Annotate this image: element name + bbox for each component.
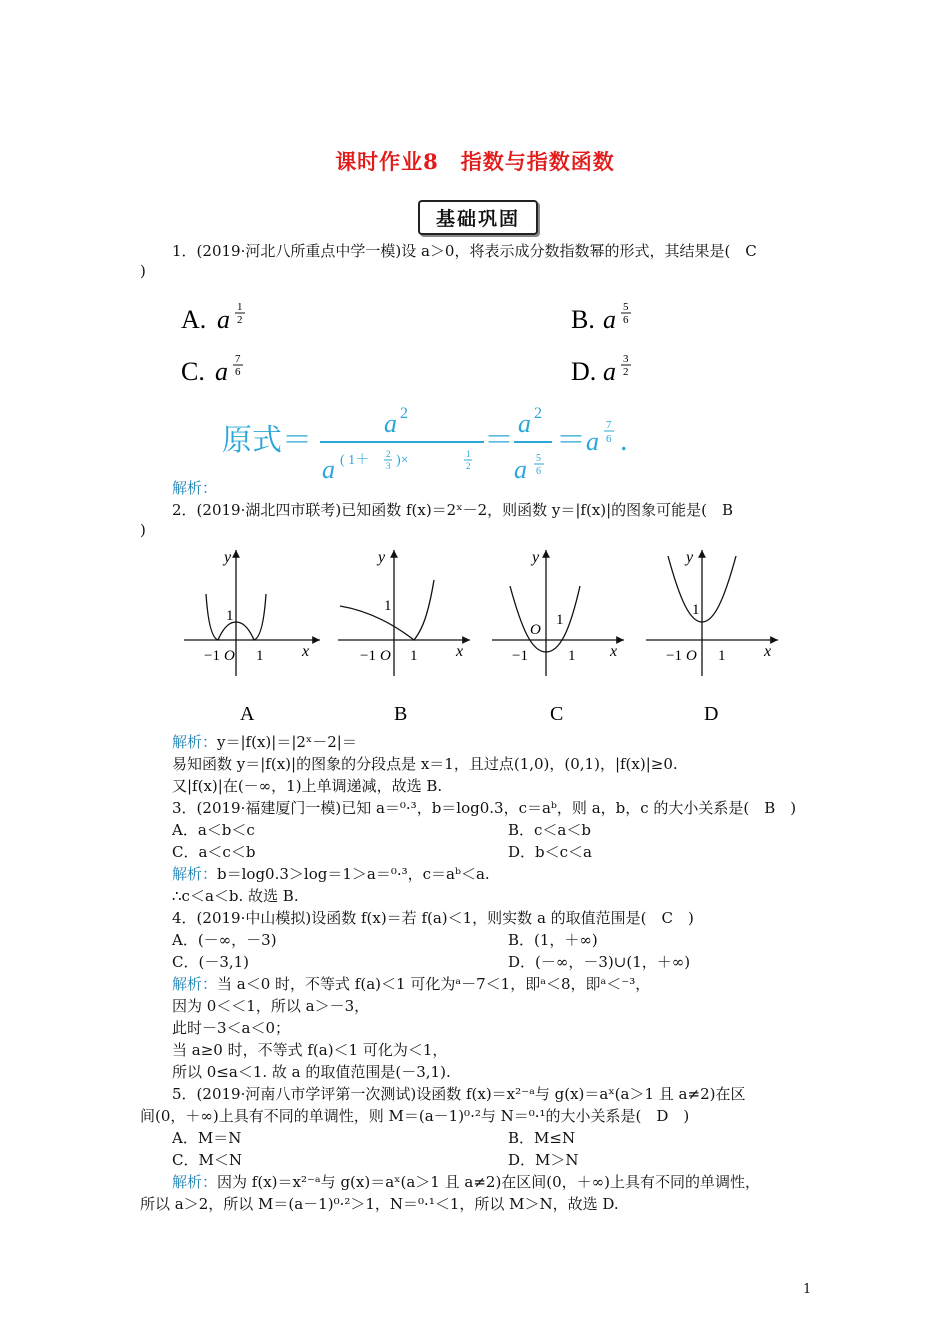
graph-a-y-label: y <box>224 549 232 566</box>
page-title: 课时作业8 指数与指数函数 <box>335 149 615 174</box>
q2-analysis-text1: y＝|f(x)|＝|2ˣ－2|＝ <box>217 733 357 751</box>
formula-num: a <box>384 409 397 438</box>
q3-choice-b: B．c＜a＜b <box>508 821 591 839</box>
q1-choice-a-label: A. <box>181 305 207 334</box>
formula-num-exp: 2 <box>400 405 408 422</box>
graph-c-tick-x1: 1 <box>568 648 576 664</box>
q5-stem-line1: 5．(2019·河南八市学评第一次测试)设函数 f(x)＝x²⁻ᵃ与 g(x)＝aˣ(a＞1 且 a≠2)在区 <box>172 1085 746 1103</box>
q1-choice-a-exp-num: 1 <box>237 301 243 313</box>
q1-choices <box>175 296 655 396</box>
graph-c-y-label: y <box>532 549 540 566</box>
graph-a-label: A <box>240 703 255 725</box>
formula-lhs: 原式＝ <box>222 424 312 457</box>
graph-a-x-label: x <box>302 643 310 660</box>
graph-c-tick-m1: −1 <box>512 648 528 664</box>
q1-stem-line1: 1．(2019·河北八所重点中学一模)设 a＞0，将表示成分数指数幂的形式，其结果是( C <box>172 242 757 260</box>
graph-a-origin: O <box>224 648 235 664</box>
q4-stem: 4．(2019·中山模拟)设函数 f(x)＝若 f(a)＜1，则实数 a 的取值范围是( C ) <box>172 909 694 927</box>
q4-analysis-line1 <box>172 973 650 994</box>
graph-c <box>492 549 624 725</box>
graph-c-label: C <box>550 703 564 725</box>
section-badge: 基础巩固 <box>418 200 538 235</box>
q1-choice-a-base: a <box>217 305 230 334</box>
q1-choice-d-exp-num: 3 <box>623 353 629 365</box>
q4-choice-a: A．(－∞，－3) <box>172 931 277 949</box>
q1-choice-c-label: C. <box>181 357 205 386</box>
q3-stem: 3．(2019·福建厦门一模)已知 a＝⁰·³，b＝log0.3，c＝aᵇ，则 a，b，c 的大小关系是( B ) <box>172 799 797 817</box>
q1-choice-c-exp-den: 6 <box>235 366 241 378</box>
formula-den-exp: ( 1＋ <box>340 453 370 468</box>
q5-analysis-line1 <box>172 1171 760 1192</box>
q3-analysis-line2: ∴c＜a＜b. 故选 B. <box>172 887 299 905</box>
graph-b-origin: O <box>380 648 391 664</box>
graph-c-curve <box>510 586 580 652</box>
graph-b <box>338 549 470 725</box>
formula-res-exp-den: 6 <box>606 433 612 445</box>
q2-analysis-line2: 易知函数 y＝|f(x)|的图象的分段点是 x＝1，且过点(1,0)，(0,1)，|f(x)|≥0. <box>172 755 678 773</box>
formula-mid-num-exp: 2 <box>534 405 542 422</box>
graph-d-tick-x1: 1 <box>718 648 726 664</box>
formula-dot: . <box>620 424 628 457</box>
q4-analysis-line4: 当 a≥0 时，不等式 f(a)＜1 可化为＜1， <box>172 1041 448 1059</box>
q3-analysis-label: 解析： <box>172 865 218 883</box>
formula-eq3: ＝ <box>556 424 586 457</box>
graph-a-tick-y1: 1 <box>226 608 234 624</box>
q5-choice-a: A．M＝N <box>172 1129 242 1147</box>
q5-stem-line2: 间(0，＋∞)上具有不同的单调性，则 M＝(a－1)⁰·²与 N＝⁰·¹的大小关系是( D ) <box>140 1107 690 1125</box>
graph-a <box>184 549 320 725</box>
q1-choice-d-base: a <box>603 357 616 386</box>
graph-b-x-label: x <box>456 643 464 660</box>
formula-mid-den: a <box>514 455 527 484</box>
q5-choice-b: B．M≤N <box>508 1129 576 1147</box>
q5-choice-d: D．M＞N <box>508 1151 579 1169</box>
q1-choice-b-label: B. <box>571 305 595 334</box>
q3-choice-c: C．a＜c＜b <box>172 843 256 861</box>
graph-d-tick-m1: −1 <box>666 648 682 664</box>
q5-choice-c: C．M＜N <box>172 1151 242 1169</box>
q5-analysis-text1: 因为 f(x)＝x²⁻ᵃ与 g(x)＝aˣ(a＞1 且 a≠2)在区间(0，＋∞)上具有不同的单调性， <box>217 1173 761 1191</box>
formula-res: a <box>586 427 599 456</box>
q2-graphs <box>178 544 790 728</box>
q1-choice-a-exp-den: 2 <box>237 314 243 326</box>
q1-choice-b-exp-num: 5 <box>623 301 629 313</box>
q2-analysis-label: 解析： <box>172 733 218 751</box>
formula-frac1-den: 3 <box>386 461 391 471</box>
graph-b-tick-y1: 1 <box>384 598 392 614</box>
q4-analysis-text1: 当 a＜0 时，不等式 f(a)＜1 可化为ᵃ－7＜1，即ᵃ＜8，即ᵃ＜⁻³， <box>217 975 651 993</box>
graph-d <box>646 549 778 725</box>
q4-analysis-line3: 此时－3＜a＜0； <box>172 1019 291 1037</box>
q3-analysis-line1 <box>172 863 490 884</box>
formula-eq2: ＝ <box>484 424 514 457</box>
q4-analysis-line5: 所以 0≤a＜1. 故 a 的取值范围是(－3,1). <box>172 1063 451 1081</box>
graph-b-tick-m1: −1 <box>360 648 376 664</box>
formula-mid-num: a <box>518 409 531 438</box>
formula-frac1-num: 2 <box>386 449 391 459</box>
graph-d-origin: O <box>686 648 697 664</box>
q1-choice-c-base: a <box>215 357 228 386</box>
graph-d-tick-y1: 1 <box>692 602 700 618</box>
q1-formula <box>222 398 652 488</box>
q3-choice-d: D．b＜c＜a <box>508 843 592 861</box>
q3-analysis-text1: b＝log0.3＞log＝1＞a＝⁰·³，c＝aᵇ＜a. <box>217 865 490 883</box>
q4-analysis-label: 解析： <box>172 975 218 993</box>
graph-b-label: B <box>394 703 408 725</box>
q5-analysis-label: 解析： <box>172 1173 218 1191</box>
graph-a-tick-x1: 1 <box>256 648 264 664</box>
graph-c-origin: O <box>530 622 541 638</box>
formula-frac2-den: 2 <box>466 461 471 471</box>
q5-analysis-line2: 所以 a＞2，所以 M＝(a－1)⁰·²＞1，N＝⁰·¹＜1，所以 M＞N，故选 D. <box>140 1195 619 1213</box>
graph-b-tick-x1: 1 <box>410 648 418 664</box>
q2-analysis-line3: 又|f(x)|在(－∞，1)上单调递减，故选 B. <box>172 777 443 795</box>
q1-choice-c-exp-num: 7 <box>235 353 241 365</box>
q4-choice-d: D．(－∞，－3)∪(1，＋∞) <box>508 953 691 971</box>
q4-choice-b: B．(1，＋∞) <box>508 931 598 949</box>
formula-frac2-num: 1 <box>466 449 471 459</box>
graph-d-x-label: x <box>764 643 772 660</box>
q1-choice-b-exp-den: 6 <box>623 314 629 326</box>
formula-res-exp-num: 7 <box>606 419 612 431</box>
q1-analysis-label: 解析： <box>172 479 218 497</box>
q1-stem-line2: ) <box>140 262 146 280</box>
formula-mid-den-exp-den: 6 <box>536 466 541 477</box>
graph-c-tick-y1: 1 <box>556 612 564 628</box>
formula-mid-den-exp-num: 5 <box>536 453 541 464</box>
q2-stem-line1: 2．(2019·湖北四市联考)已知函数 f(x)＝2ˣ－2，则函数 y＝|f(x)|的图象可能是( B <box>172 501 734 519</box>
graph-b-y-label: y <box>378 549 386 566</box>
page-number: 1 <box>803 1282 812 1297</box>
graph-c-x-label: x <box>610 643 618 660</box>
q1-choice-d-exp-den: 2 <box>623 366 629 378</box>
graph-d-label: D <box>704 703 719 725</box>
q4-choice-c: C．(－3,1) <box>172 953 250 971</box>
q1-choice-d-label: D. <box>571 357 597 386</box>
formula-den-exp-mid: )× <box>396 453 409 468</box>
q1-choice-b-base: a <box>603 305 616 334</box>
q2-stem-line2: ) <box>140 521 146 539</box>
graph-a-tick-m1: −1 <box>204 648 220 664</box>
q4-analysis-line2: 因为 0＜＜1，所以 a＞－3， <box>172 997 370 1015</box>
q3-choice-a: A．a＜b＜c <box>172 821 255 839</box>
formula-den-base: a <box>322 455 335 484</box>
q2-analysis-line1 <box>172 731 357 752</box>
graph-d-y-label: y <box>686 549 694 566</box>
